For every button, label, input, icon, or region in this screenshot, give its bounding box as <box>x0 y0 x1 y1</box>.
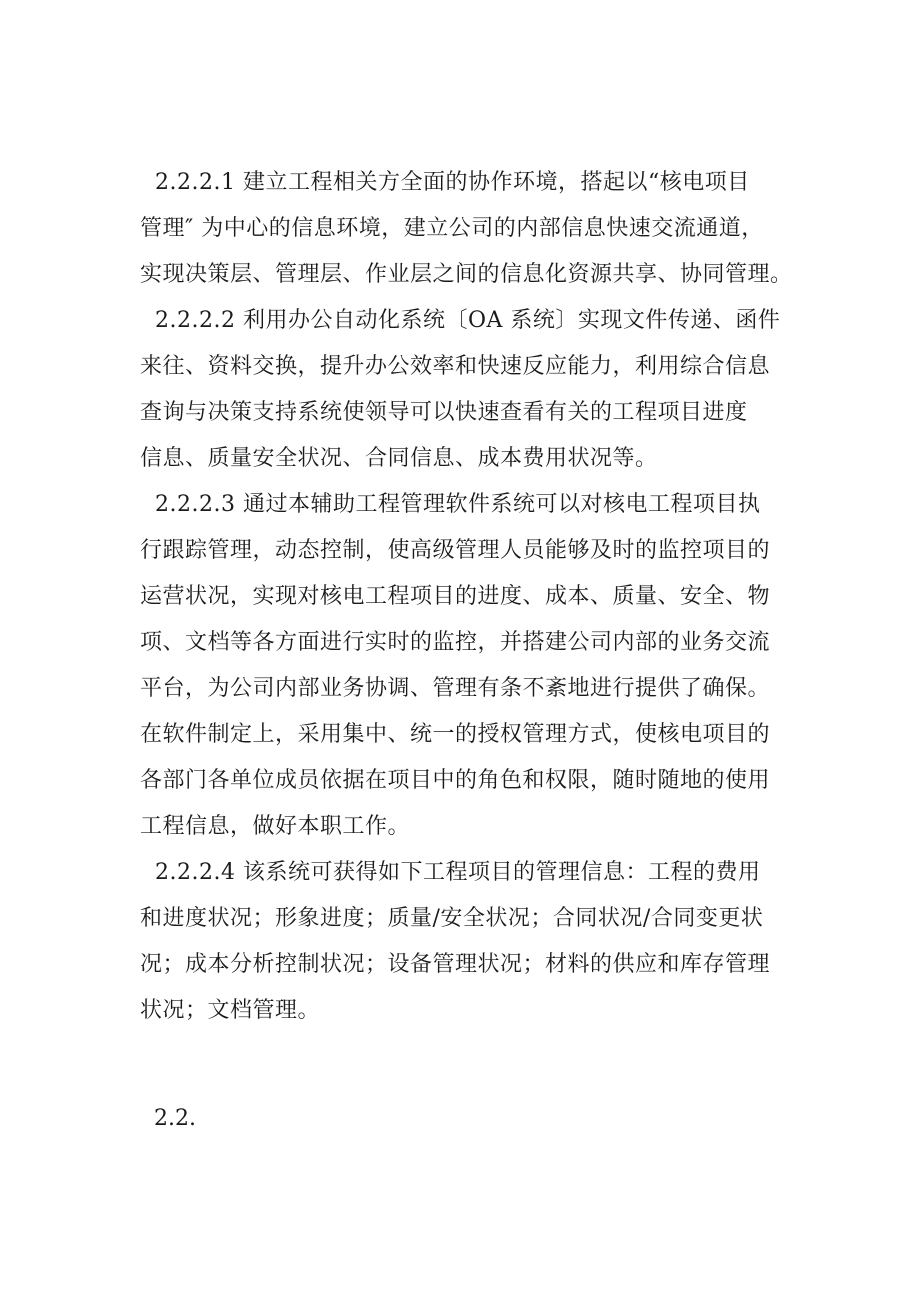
text-line: 信息、质量安全状况、合同信息、成本费用状况等。 <box>140 446 658 471</box>
paragraph-spacer <box>140 1034 790 1096</box>
text-line: 来往、资料交换，提升办公效率和快速反应能力，利用综合信息 <box>140 354 771 379</box>
text-line: 项、文档等各方面进行实时的监控，并搭建公司内部的业务交流 <box>140 630 771 655</box>
document-body <box>140 160 793 1142</box>
paragraph-2-2-2-1 <box>140 160 793 298</box>
paragraph-2-2-2-3 <box>140 482 790 850</box>
text-line: 运营状况，实现对核电工程项目的进度、成本、质量、安全、物 <box>140 584 771 609</box>
text-line: 况；成本分析控制状况；设备管理状况；材料的供应和库存管理 <box>140 952 771 977</box>
text-line: 平台，为公司内部业务协调、管理有条不紊地进行提供了确保。 <box>140 676 771 701</box>
text-line: 查询与决策支持系统使领导可以快速查看有关的工程项目进度 <box>140 400 748 425</box>
text-line: 2.2.2.4 该系统可获得如下工程项目的管理信息：工程的费用 <box>140 860 761 885</box>
text-line: 状况；文档管理。 <box>140 998 321 1023</box>
text-line: 和进度状况；形象进度；质量/安全状况；合同状况/合同变更状 <box>140 906 764 931</box>
text-line: 实现决策层、管理层、作业层之间的信息化资源共享、协同管理。 <box>140 262 793 287</box>
paragraph-2-2-2-4 <box>140 850 790 1034</box>
text-line: 2.2.2.3 通过本辅助工程管理软件系统可以对核电工程项目执 <box>140 492 761 517</box>
text-line: 在软件制定上，采用集中、统一的授权管理方式，使核电项目的 <box>140 722 771 747</box>
text-line: 各部门各单位成员依据在项目中的角色和权限，随时随地的使用 <box>140 768 771 793</box>
text-line: 管理″ 为中心的信息环境，建立公司的内部信息快速交流通道， <box>140 216 764 241</box>
text-line: 2.2.2.2 利用办公自动化系统〔OA 系统〕实现文件传递、函件 <box>140 308 781 333</box>
text-line: 行跟踪管理，动态控制，使高级管理人员能够及时的监控项目的 <box>140 538 771 563</box>
text-line: 工程信息，做好本职工作。 <box>140 814 411 839</box>
section-heading-partial: 2.2. <box>140 1106 196 1131</box>
paragraph-2-2-2-2 <box>140 298 790 482</box>
text-line: 2.2.2.1 建立工程相关方全面的协作环境，搭起以“核电项目 <box>140 170 750 195</box>
